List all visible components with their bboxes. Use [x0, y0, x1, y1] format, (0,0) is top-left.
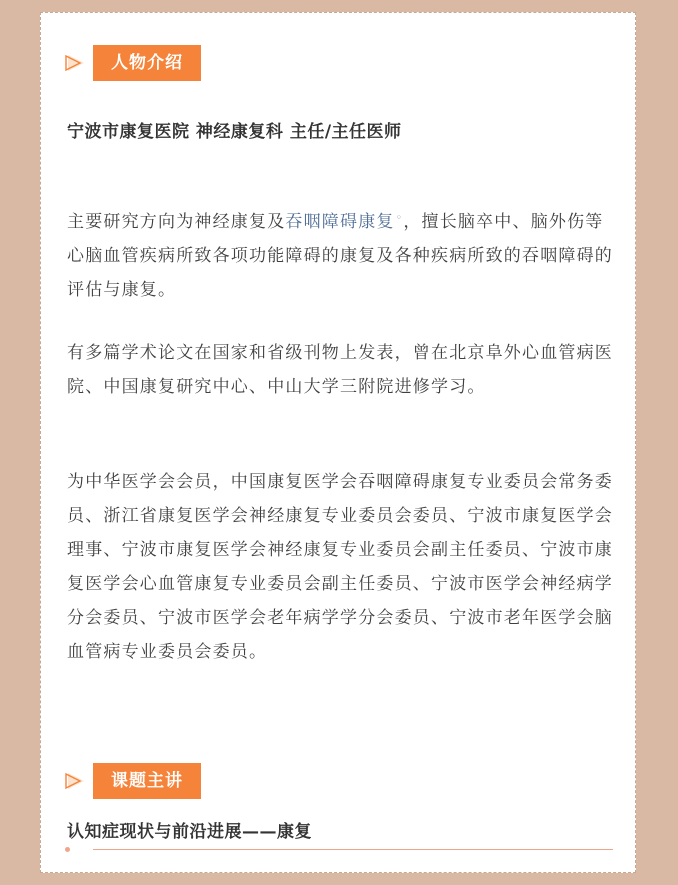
play-triangle-icon	[65, 52, 87, 74]
search-link-icon[interactable]: ◦	[395, 211, 404, 224]
bio-section-header	[65, 45, 201, 81]
topic-section-tag: 课题主讲	[93, 763, 201, 799]
topic-underline	[65, 847, 613, 853]
content-card	[40, 12, 636, 873]
dysphagia-rehab-link[interactable]: 吞咽障碍康复	[285, 212, 395, 232]
doctor-title: 宁波市康复医院 神经康复科 主任/主任医师	[67, 122, 402, 142]
topic-section-header	[65, 763, 201, 799]
bio-paragraph-1	[67, 205, 613, 307]
topic-title: 认知症现状与前沿进展——康复	[67, 822, 312, 842]
underline-dot	[65, 847, 70, 852]
bio-paragraph-1-start: 主要研究方向为神经康复及	[67, 212, 286, 232]
bio-paragraph-2: 有多篇学术论文在国家和省级刊物上发表，曾在北京阜外心血管病医院、中国康复研究中心、中山大学三附院进修学习。	[67, 343, 613, 397]
play-triangle-icon	[65, 770, 87, 792]
bio-paragraph-1-end: ，擅长脑卒中、脑外伤等心脑血管疾病所致各项功能障碍的康复及各种疾病所致的吞咽障碍的评估与康复。	[67, 212, 613, 300]
underline-line	[93, 849, 613, 850]
bio-paragraph-3: 为中华医学会会员，中国康复医学会吞咽障碍康复专业委员会常务委员、浙江省康复医学会神经康复专业委员会委员、宁波市康复医学会理事、宁波市康复医学会神经康复专业委员会副主任委员、宁波市康复医学会心血管康复专业委员会副主任委员、宁波市医学会神经病学分会委员、宁波市医学会老年病学学分会委员、宁波市老年医学会脑血管病专业委员会委员。	[67, 472, 613, 662]
bio-section-tag: 人物介绍	[93, 45, 201, 81]
